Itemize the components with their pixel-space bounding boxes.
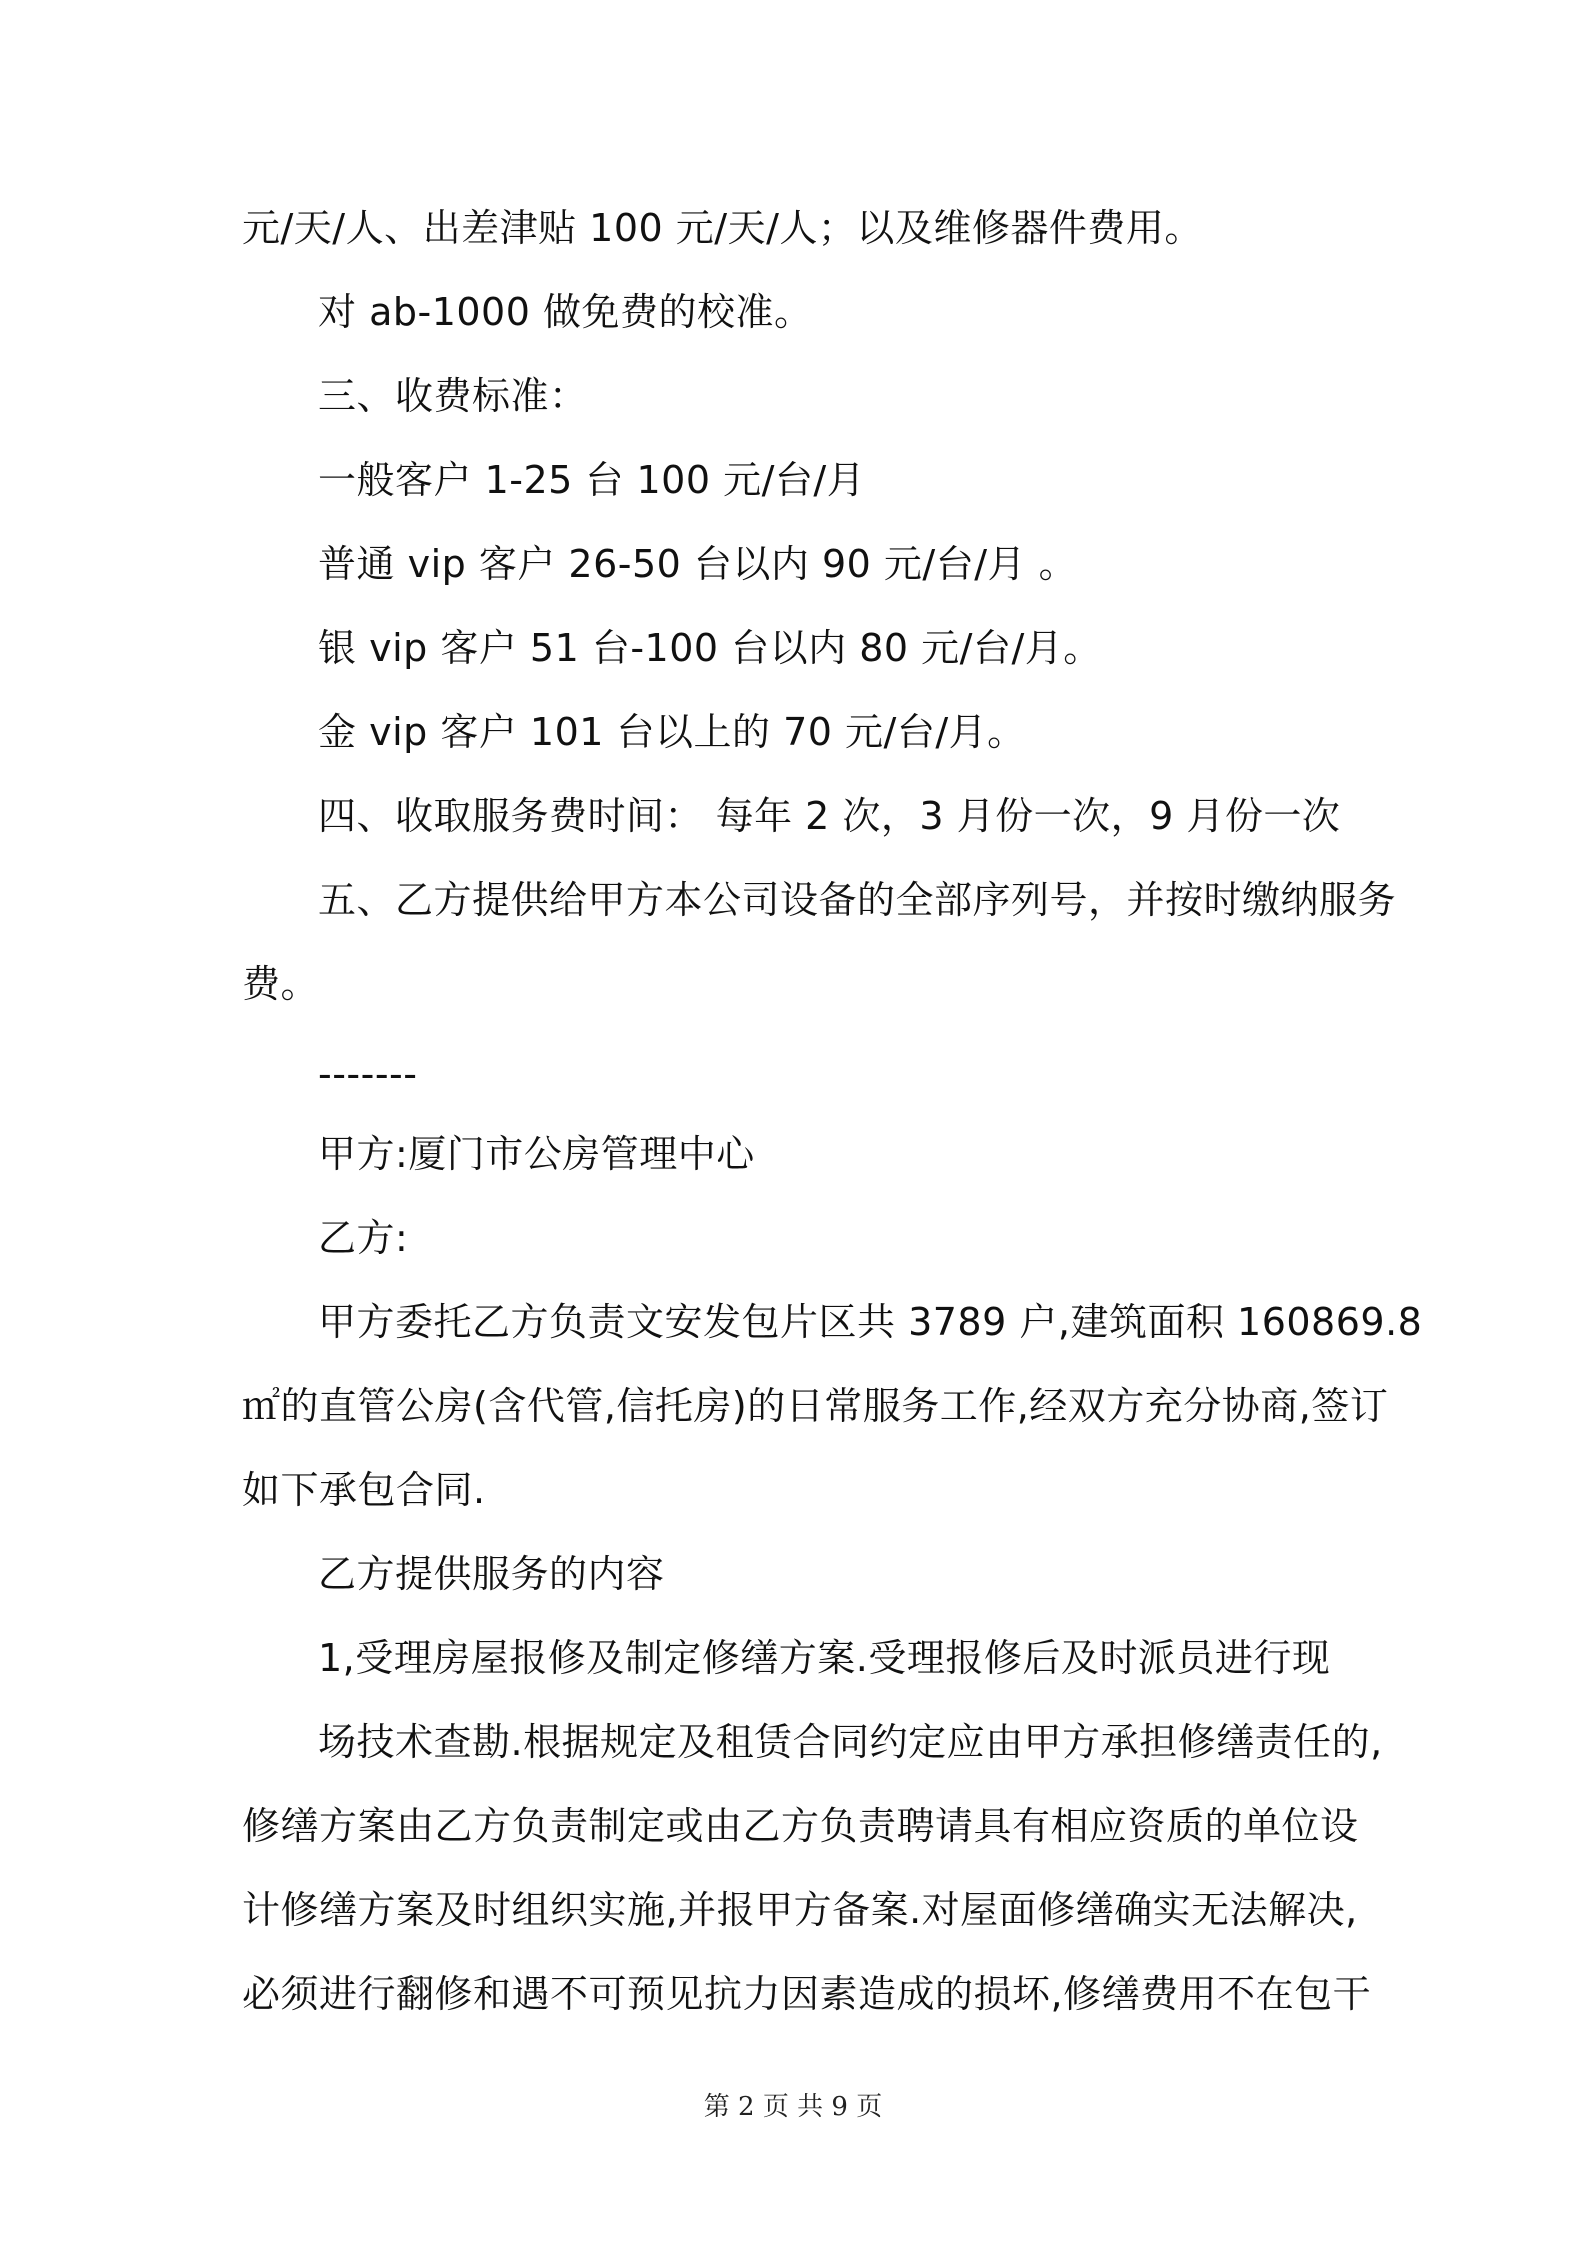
text-line-5: 普通 vip 客户 26-50 台以内 90 元/台/月 。 [318,542,1078,586]
text-line-4: 一般客户 1-25 台 100 元/台/月 [318,458,866,502]
text-line-18: 1,受理房屋报修及制定修缮方案.受理报修后及时派员进行现 [318,1636,1331,1680]
section-heading-5: 五、乙方提供给甲方本公司设备的全部序列号，并按时缴纳服务 [318,878,1397,922]
text-line-10: 费。 [242,962,320,1006]
text-line-20: 修缮方案由乙方负责制定或由乙方负责聘请具有相应资质的单位设 [242,1804,1359,1848]
text-line-14: 甲方委托乙方负责文安发包片区共 3789 户,建筑面积 160869.8 [318,1300,1423,1344]
text-line-2: 对 ab-1000 做免费的校准。 [318,290,813,334]
text-line-6: 银 vip 客户 51 台-100 台以内 80 元/台/月。 [318,626,1102,670]
party-a-line: 甲方:厦门市公房管理中心 [318,1132,755,1176]
text-line-7: 金 vip 客户 101 台以上的 70 元/台/月。 [318,710,1026,754]
section-heading-services: 乙方提供服务的内容 [318,1552,665,1596]
text-line-21: 计修缮方案及时组织实施,并报甲方备案.对屋面修缮确实无法解决, [242,1888,1358,1932]
text-line-16: 如下承包合同. [242,1468,486,1512]
party-b-line: 乙方: [318,1216,409,1260]
text-line-15: ㎡的直管公房(含代管,信托房)的日常服务工作,经双方充分协商,签订 [242,1384,1389,1428]
separator-line: ------- [318,1052,418,1096]
text-line-1: 元/天/人、出差津贴 100 元/天/人；以及维修器件费用。 [242,206,1203,250]
page-footer: 第 2 页 共 9 页 [703,2092,883,2122]
text-line-19: 场技术查勘.根据规定及租赁合同约定应由甲方承担修缮责任的, [318,1720,1383,1764]
text-line-22: 必须进行翻修和遇不可预见抗力因素造成的损坏,修缮费用不在包干 [242,1972,1372,2016]
section-heading-4: 四、收取服务费时间： 每年 2 次，3 月份一次，9 月份一次 [318,794,1341,838]
section-heading-3: 三、收费标准： [318,374,588,418]
